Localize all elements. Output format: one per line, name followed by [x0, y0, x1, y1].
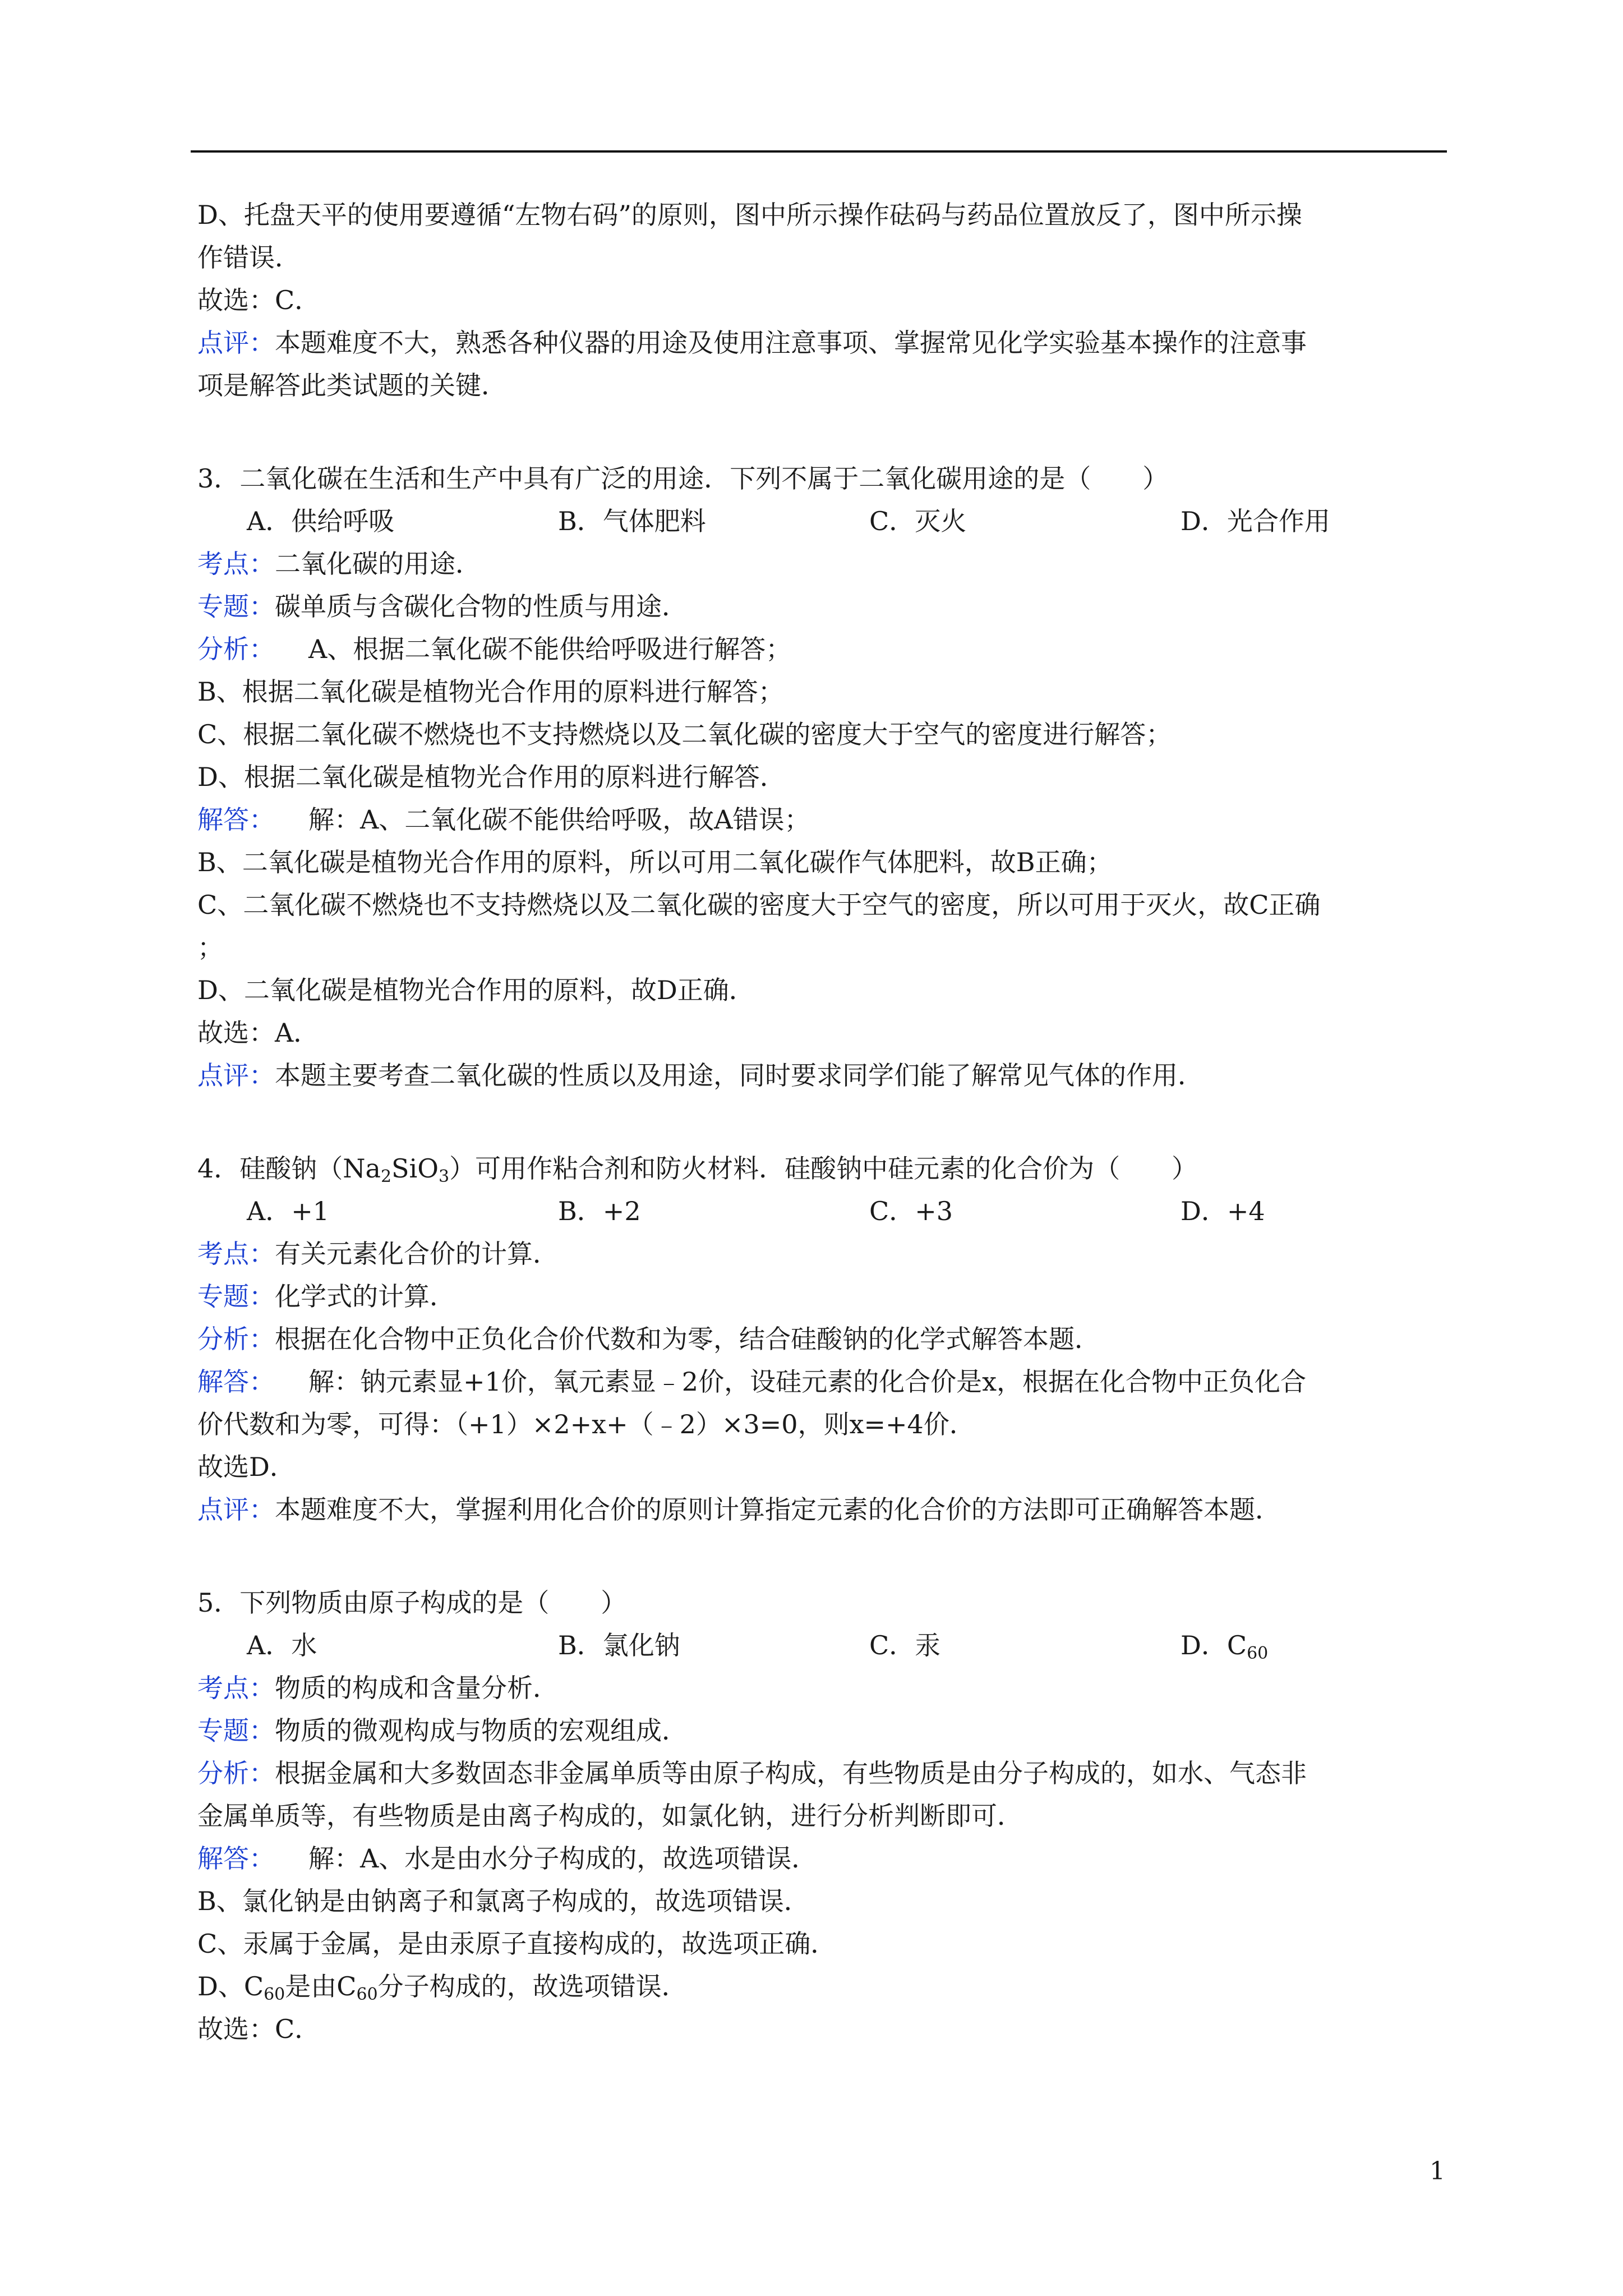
- q4-option-d: D．+4: [1181, 1196, 1265, 1226]
- q4-dianping: 点评：本题难度不大，掌握利用化合价的原则计算指定元素的化合价的方法即可正确解答本题．: [197, 1494, 1281, 1525]
- q5-option-a: A．水: [247, 1630, 317, 1660]
- q3-jieda: 解答： 解：A、二氧化碳不能供给呼吸，故A错误；: [197, 804, 810, 835]
- q5-zhuanti: 专题：物质的微观构成与物质的宏观组成．: [197, 1715, 688, 1746]
- prev-comment: 点评：本题难度不大，熟悉各种仪器的用途及使用注意事项、掌握常见化学实验基本操作的注意事: [197, 328, 1307, 358]
- q5-fenxi-2: 金属单质等，有些物质是由离子构成的，如氯化钠，进行分析判断即可．: [197, 1801, 1023, 1831]
- q5-fenxi: 分析：根据金属和大多数固态非金属单质等由原子构成，有些物质是由分子构成的，如水、气态非: [197, 1758, 1307, 1788]
- q5-option-c: C．汞: [869, 1630, 941, 1660]
- q3-kaodian: 考点：二氧化碳的用途．: [197, 549, 481, 579]
- q4-jieda-2: 价代数和为零，可得：（+1）×2+x+（﹣2）×3=0，则x=+4价．: [197, 1409, 975, 1439]
- q4-jieda: 解答： 解：钠元素显+1价，氧元素显﹣2价，设硅元素的化合价是x，根据在化合物中正负化合: [197, 1366, 1307, 1397]
- q5-option-d: D．$C_{60}$: [1181, 1630, 1269, 1663]
- prev-d-line2: 作错误．: [197, 242, 301, 273]
- q3-zhuanti: 专题：碳单质与含碳化合物的性质与用途．: [197, 591, 688, 622]
- page-content: [197, 194, 1448, 2050]
- q3-option-a: A．供给呼吸: [247, 506, 395, 536]
- q3-option-c: C．灭火: [869, 506, 967, 536]
- q5-option-b: B．氯化钠: [558, 1630, 680, 1660]
- q5-answer: 故选：C．: [197, 2014, 321, 2044]
- q4-option-a: A．+1: [247, 1196, 330, 1226]
- q3-stem: 3．二氧化碳在生活和生产中具有广泛的用途．下列不属于二氧化碳用途的是（ ）: [197, 463, 1169, 494]
- q4-zhuanti: 专题：化学式的计算．: [197, 1281, 455, 1312]
- q5-jieda-c: C、汞属于金属，是由汞原子直接构成的，故选项正确．: [197, 1929, 837, 1959]
- q4-option-b: B．+2: [558, 1196, 641, 1226]
- prev-comment-line2: 项是解答此类试题的关键．: [197, 370, 507, 401]
- q3-jieda-d: D、二氧化碳是植物光合作用的原料，故D正确．: [197, 975, 755, 1005]
- q3-fenxi-b: B、根据二氧化碳是植物光合作用的原料进行解答；: [197, 677, 784, 707]
- prev-d-line1: D、托盘天平的使用要遵循“左物右码”的原则，图中所示操作砝码与药品位置放反了，图中所示操: [197, 200, 1302, 230]
- q4-stem: 4．硅酸钠$(Na_2SiO_3)$可用作粘合剂和防火材料．硅酸钠中硅元素的化合价为（ ）: [197, 1153, 1198, 1186]
- q5-jieda-d: D、$C_{60}$是由$C_{60}$分子构成的，故选项错误．: [197, 1971, 688, 2004]
- q4-option-c: C．+3: [869, 1196, 953, 1226]
- q3-fenxi: 分析： A、根据二氧化碳不能供给呼吸进行解答；: [197, 634, 792, 664]
- q3-jieda-b: B、二氧化碳是植物光合作用的原料，所以可用二氧化碳作气体肥料，故B正确；: [197, 847, 1113, 877]
- q3-answer: 故选：A．: [197, 1018, 320, 1048]
- page-number: 1: [1430, 2157, 1445, 2185]
- q3-options: [197, 500, 1448, 542]
- q5-jieda-b: B、氯化钠是由钠离子和氯离子构成的，故选项错误．: [197, 1886, 810, 1916]
- q4-options: [197, 1190, 1448, 1232]
- q3-option-b: B．气体肥料: [558, 506, 706, 536]
- q3-option-d: D．光合作用: [1181, 506, 1330, 536]
- prev-answer: 故选：C．: [197, 285, 321, 315]
- q5-stem: 5．下列物质由原子构成的是（ ）: [197, 1588, 627, 1618]
- q3-dianping: 点评：本题主要考查二氧化碳的性质以及用途，同时要求同学们能了解常见气体的作用．: [197, 1060, 1204, 1091]
- q3-jieda-c: C、二氧化碳不燃烧也不支持燃烧以及二氧化碳的密度大于空气的密度，所以可用于灭火，故C正确: [197, 890, 1321, 920]
- q5-options: [197, 1624, 1448, 1667]
- comment-label: 点评：: [197, 328, 275, 358]
- header-rule: [191, 150, 1447, 153]
- q5-kaodian: 考点：物质的构成和含量分析．: [197, 1673, 559, 1703]
- q3-fenxi-c: C、根据二氧化碳不燃烧也不支持燃烧以及二氧化碳的密度大于空气的密度进行解答；: [197, 719, 1172, 749]
- q4-kaodian: 考点：有关元素化合价的计算．: [197, 1239, 559, 1269]
- q4-fenxi: 分析：根据在化合物中正负化合价代数和为零，结合硅酸钠的化学式解答本题．: [197, 1324, 1100, 1354]
- q3-jieda-c2: ；: [197, 932, 223, 963]
- q5-jieda: 解答： 解：A、水是由水分子构成的，故选项错误．: [197, 1843, 818, 1874]
- q3-fenxi-d: D、根据二氧化碳是植物光合作用的原料进行解答．: [197, 762, 786, 792]
- q4-answer: 故选D．: [197, 1452, 296, 1482]
